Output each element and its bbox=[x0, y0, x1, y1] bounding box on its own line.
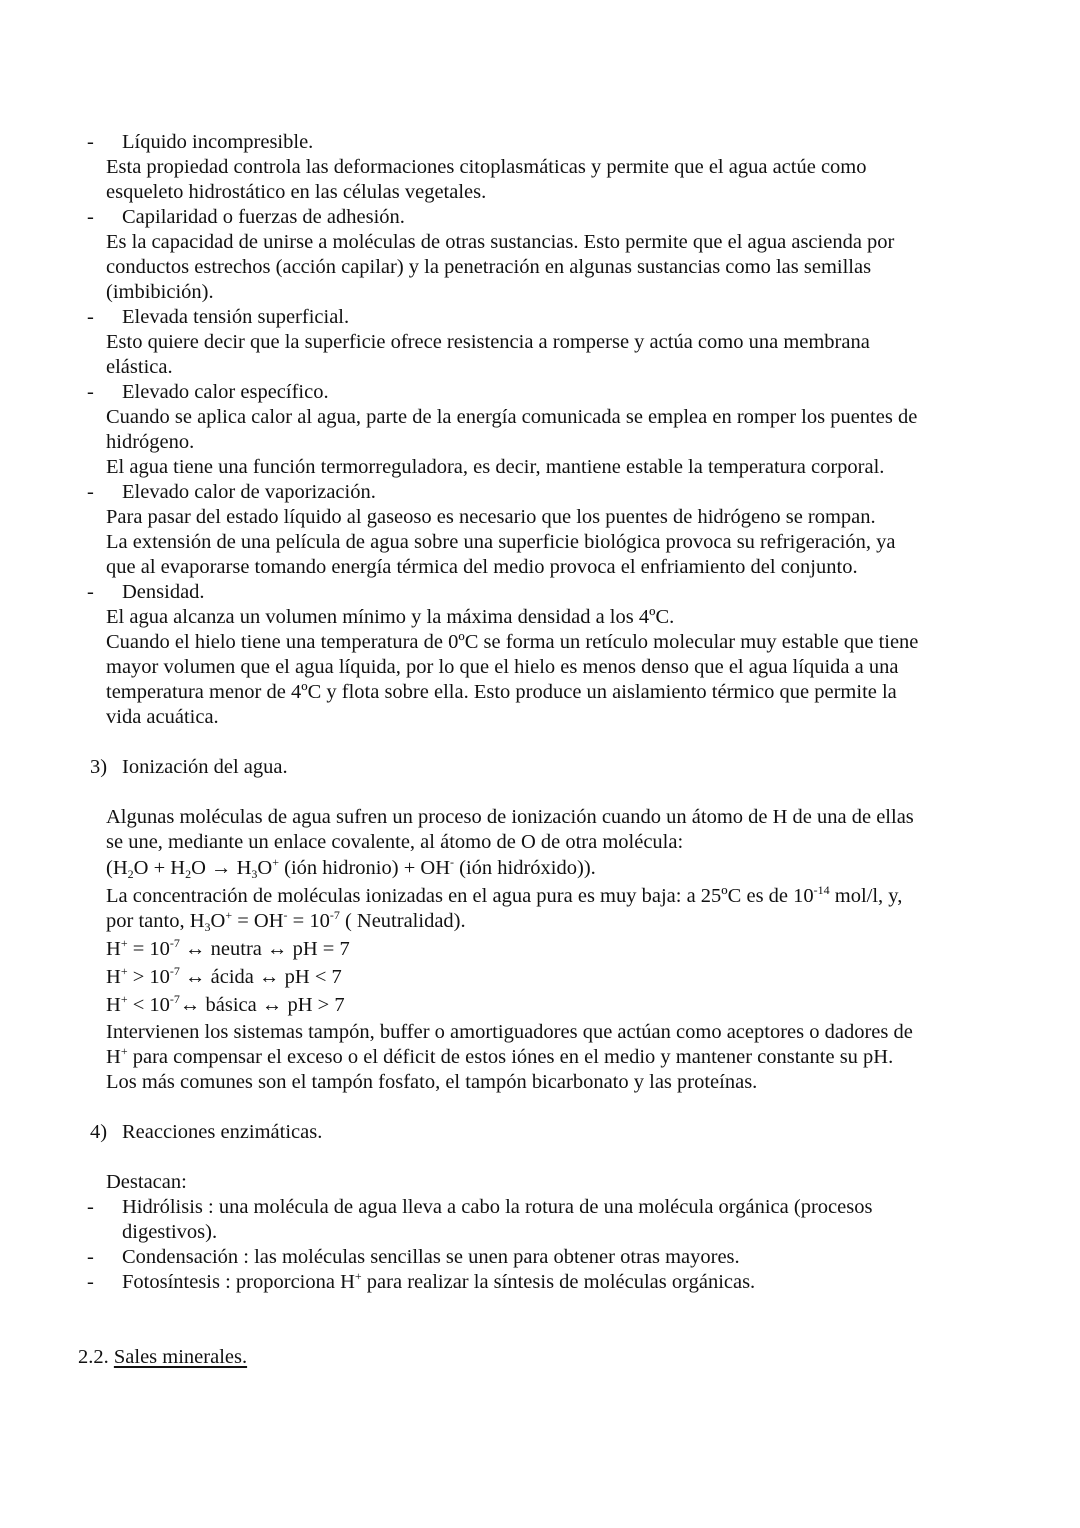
paragraph-line: H+ para compensar el exceso o el déficit de estos iónes en el medio y mantener constante su pH. bbox=[106, 1044, 894, 1068]
property-text: conductos estrechos (acción capilar) y la penetración en algunas sustancias como las semillas bbox=[106, 256, 872, 278]
property-text: temperatura menor de 4ºC y flota sobre ella. Esto produce un aislamiento térmico que permite la bbox=[106, 681, 897, 703]
property-text: mayor volumen que el agua líquida, por lo que el hielo es menos denso que el agua líquida a una bbox=[106, 656, 899, 678]
property-heading: Capilaridad o fuerzas de adhesión. bbox=[122, 206, 405, 228]
property-text: elástica. bbox=[106, 356, 173, 378]
ph-row: $H^+ = 10^{-7}$ ↔ neutra ↔ pH = 7 bbox=[106, 936, 350, 960]
reaction-item: Hidrólisis : una molécula de agua lleva a cabo la rotura de una molécula orgánica (procesos bbox=[122, 1196, 873, 1218]
section-number: 4) bbox=[90, 1121, 108, 1143]
section-title: Sales minerales. bbox=[113, 1346, 248, 1368]
list-dash: - bbox=[87, 581, 94, 603]
property-heading: Líquido incompresible. bbox=[122, 131, 314, 153]
section-title: Reacciones enzimáticas. bbox=[122, 1121, 323, 1143]
list-dash: - bbox=[87, 1196, 94, 1218]
list-dash: - bbox=[87, 481, 94, 503]
paragraph-line: se une, mediante un enlace covalente, al átomo de O de otra molécula: bbox=[106, 831, 684, 853]
reaction-item: Condensación : las moléculas sencillas se unen para obtener otras mayores. bbox=[122, 1246, 740, 1268]
property-heading: Elevada tensión superficial. bbox=[122, 306, 350, 328]
paragraph-line: Destacan: bbox=[106, 1171, 187, 1193]
property-text: Cuando el hielo tiene una temperatura de 0ºC se forma un retículo molecular muy estable que tiene bbox=[106, 631, 919, 653]
property-text: hidrógeno. bbox=[106, 431, 195, 453]
property-text: que al evaporarse tomando energía térmica del medio provoca el enfriamiento del conjunto. bbox=[106, 556, 858, 578]
reaction-item: Fotosíntesis : proporciona H+ para realizar la síntesis de moléculas orgánicas. bbox=[122, 1269, 756, 1293]
property-heading: Elevado calor específico. bbox=[122, 381, 329, 403]
concentration-line: La concentración de moléculas ionizadas en el agua pura es muy baja: a 25ºC es de $10^{-14}$ mol/l, y, bbox=[106, 883, 903, 907]
property-text: Esta propiedad controla las deformaciones citoplasmáticas y permite que el agua actúe como bbox=[106, 156, 867, 178]
list-dash: - bbox=[87, 306, 94, 328]
property-heading: Elevado calor de vaporización. bbox=[122, 481, 376, 503]
property-text: Esto quiere decir que la superficie ofrece resistencia a romperse y actúa como una membrana bbox=[106, 331, 870, 353]
property-heading: Densidad. bbox=[122, 581, 205, 603]
property-text: Cuando se aplica calor al agua, parte de la energía comunicada se emplea en romper los puentes de bbox=[106, 406, 918, 428]
list-dash: - bbox=[87, 1271, 94, 1293]
section-3-heading bbox=[90, 755, 288, 780]
property-text: Es la capacidad de unirse a moléculas de otras sustancias. Esto permite que el agua ascienda por bbox=[106, 231, 895, 253]
section-title: Ionización del agua. bbox=[122, 756, 288, 778]
property-text: El agua alcanza un volumen mínimo y la máxima densidad a los 4ºC. bbox=[106, 606, 675, 628]
section-number: 3) bbox=[90, 756, 108, 778]
ionization-equation: ($H_2O + H_2O \to H_3O^+$ (ión hidronio) + OH- (ión hidróxido)). bbox=[106, 855, 596, 881]
section-number: 2.2. bbox=[78, 1346, 109, 1368]
section-4-heading bbox=[90, 1120, 323, 1145]
property-text: esqueleto hidrostático en las células vegetales. bbox=[106, 181, 487, 203]
paragraph-line: Algunas moléculas de agua sufren un proceso de ionización cuando un átomo de H de una de ellas bbox=[106, 806, 914, 828]
property-text: Para pasar del estado líquido al gaseoso es necesario que los puentes de hidrógeno se rompan. bbox=[106, 506, 876, 528]
section-2-2-heading bbox=[78, 1345, 247, 1370]
list-dash: - bbox=[87, 131, 94, 153]
list-dash: - bbox=[87, 1246, 94, 1268]
ph-row: $H^+ > 10^{-7}$ ↔ ácida ↔ pH < 7 bbox=[106, 964, 342, 988]
property-text: (imbibición). bbox=[106, 281, 214, 303]
property-text: La extensión de una película de agua sobre una superficie biológica provoca su refrigeración, ya bbox=[106, 531, 896, 553]
neutrality-line: por tanto, $H_3O^+ = OH^- = 10^{-7}$ ( Neutralidad). bbox=[106, 908, 466, 934]
paragraph-line: Intervienen los sistemas tampón, buffer o amortiguadores que actúan como aceptores o dadores de bbox=[106, 1021, 913, 1043]
list-dash: - bbox=[87, 381, 94, 403]
list-dash: - bbox=[87, 206, 94, 228]
paragraph-line: Los más comunes son el tampón fosfato, el tampón bicarbonato y las proteínas. bbox=[106, 1071, 758, 1093]
property-text: El agua tiene una función termorreguladora, es decir, mantiene estable la temperatura corporal. bbox=[106, 456, 885, 478]
property-text: vida acuática. bbox=[106, 706, 219, 728]
ph-row: $H^+ < 10^{-7}\leftrightarrow$ básica ↔ pH > 7 bbox=[106, 992, 345, 1016]
reaction-item-cont: digestivos). bbox=[122, 1221, 218, 1243]
